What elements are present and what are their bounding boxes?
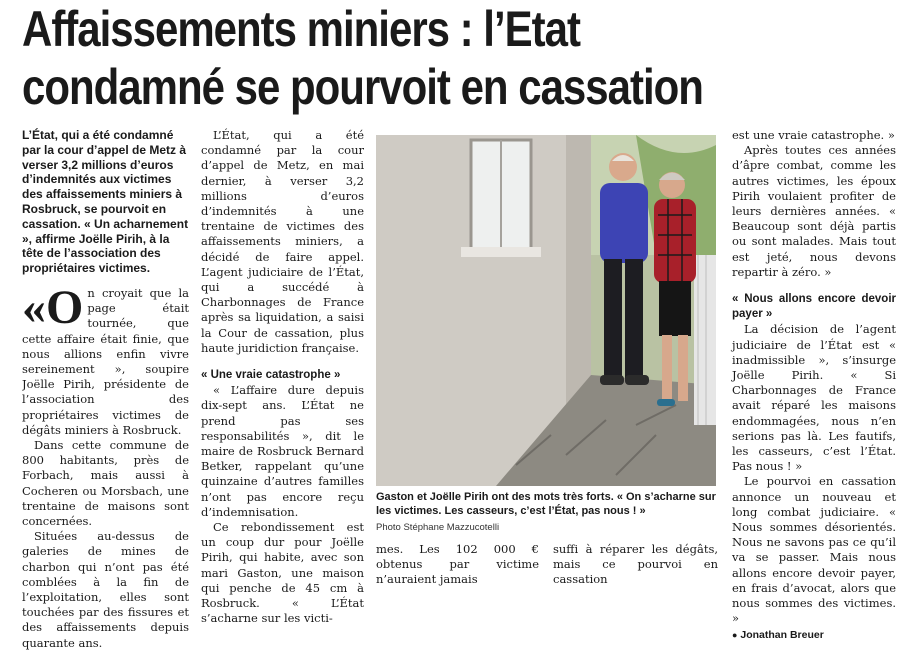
- paragraph-10: Après toutes ces années d’âpre combat, comme les autres victimes, les époux Pirih voulaient profiter de leurs dernières années. « Beaucoup sont déjà partis ou sont malades. Mais tout est jeté, nous devons repartir à zéro. »: [732, 143, 896, 279]
- drop-cap: «O: [22, 285, 84, 334]
- article-photo: [376, 135, 716, 486]
- window-sill: [461, 247, 541, 257]
- opening-paragraph: [22, 286, 189, 438]
- paragraph-8: suffi à réparer les dégâts, mais ce pourvoi en cassation: [553, 542, 718, 587]
- photo-illustration: [376, 135, 716, 486]
- paragraph-6: Ce rebondissement est un coup dur pour Joëlle Pirih, qui habite, avec son mari Gaston, une maison qui penche de 45 cm à Rosbruck. « L’État s’acharne sur les victi-: [201, 520, 364, 626]
- article-column-3-continuation: [376, 542, 539, 588]
- headline: [22, 0, 753, 116]
- paragraph-12: Le pourvoi en cassation annonce un nouveau et long combat judiciaire. « Nous sommes désorientés. Nous ne savons pas ce qu’il va se passer. Mais nous allons encore devoir payer, en frais d’avocat, alors que nous sommes des victimes. »: [732, 474, 896, 626]
- photo-credit: Photo Stéphane Mazzucotelli: [376, 522, 500, 533]
- paragraph-5: « L’affaire dure depuis dix-sept ans. L’État ne prend pas ses responsabilités », dit le maire de Rosbruck Bernard Betker, rappelant qu’une quinzaine d’autres familles n’ont pas encore reçu d’indemnisation.: [201, 383, 364, 519]
- subheading-1: « Une vraie catastrophe »: [201, 369, 341, 382]
- paragraph-2: Dans cette commune de 800 habitants, près de Forbach, mais aussi à Cocheren ou Morsbach, une trentaine de maisons sont concernées.: [22, 438, 189, 529]
- article-column-5: [732, 128, 896, 643]
- headline-line-1: Affaissements miniers : l’Etat: [22, 1, 580, 57]
- subheading-2: « Nous allons encore devoir payer »: [732, 293, 896, 321]
- byline-author: Jonathan Breuer: [740, 628, 824, 641]
- byline-bullet: ●: [732, 629, 738, 640]
- article-lede: L’État, qui a été condamné par la cour d’appel de Metz à verser 3,2 millions d’euros d’indemnités aux victimes des affaissements miniers à Rosbruck, se pourvoit en cassation. « Un acharnement », affirme Joëlle Pirih, à la tête de l’association des propriétaires victimes.: [22, 128, 189, 276]
- article-column-2: [201, 128, 364, 627]
- article-column-4-continuation: [553, 542, 718, 588]
- paragraph-7: mes. Les 102 000 € obtenus par victime n’auraient jamais: [376, 542, 539, 587]
- byline: [732, 628, 896, 643]
- paragraph-11: La décision de l’agent judiciaire de l’État est « inadmissible », s’insurge Joëlle Pirih. « Si Charbonnages de France avait réparé les maisons endommagées, nous n’en serions pas là. Les fautifs, les casseurs, c’est l’État. Pas nous ! »: [732, 322, 896, 474]
- caption-text: Gaston et Joëlle Pirih ont des mots très forts. « On s’acharne sur les victimes. Les casseurs, c’est l’État, pas nous ! »: [376, 491, 716, 517]
- paragraph-4: L’État, qui a été condamné par la cour d’appel de Metz, en mai dernier, à verser 3,2 millions d’euros d’indemnités à une trentaine de victimes des affaissements miniers, a décidé de faire appel. L’agent judiciaire de l’État, qui a succédé à Charbonnages de France après sa liquidation, a saisi la Cour de cassation, plus haute juridiction française.: [201, 128, 364, 355]
- paragraph-1: n croyait que la page était tournée, que cette affaire était finie, que nous allions enfin vivre sereinement », soupire Joëlle Pirih, présidente de l’association des propriétaires victimes de dégâts miniers à Rosbruck.: [22, 285, 189, 437]
- headline-line-2: condamné se pourvoit en cassation: [22, 59, 703, 115]
- photo-caption: [376, 490, 721, 535]
- paragraph-3: Situées au-dessus de galeries de mines de charbon qui n’ont pas été comblées à la fin de l’exploitation, elles sont touchées par des fissures et des affaissements depuis quarante ans.: [22, 529, 189, 650]
- article-column-1: [22, 128, 189, 651]
- paragraph-9: est une vraie catastrophe. »: [732, 128, 895, 142]
